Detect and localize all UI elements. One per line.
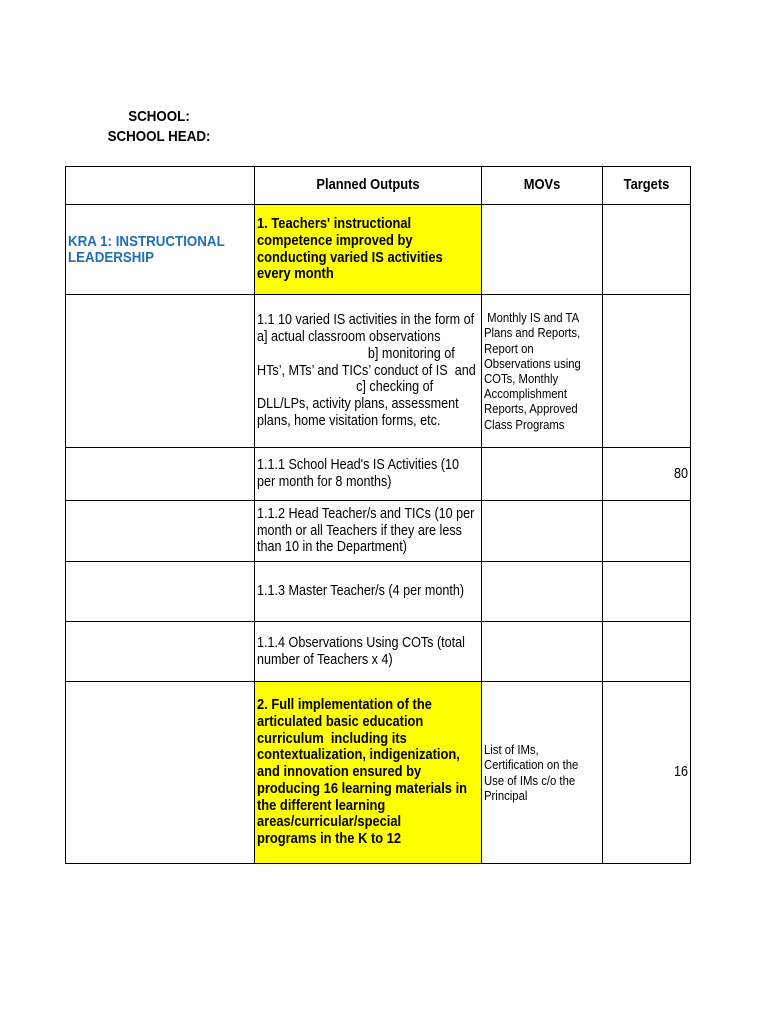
text-line: Class Programs xyxy=(484,416,565,432)
text-line: number of Teachers x 4) xyxy=(257,650,393,668)
text-line: DLL/LPs, activity plans, assessment xyxy=(257,395,459,413)
text-line: curriculum including its xyxy=(257,729,407,747)
text-line: every month xyxy=(257,265,334,283)
text-line: Plans and Reports, xyxy=(484,325,581,341)
text-line: 1.1 10 varied IS activities in the form of xyxy=(257,311,475,329)
movs-text xyxy=(484,310,585,432)
header-cell-targets xyxy=(603,167,691,205)
movs-cell xyxy=(482,448,603,501)
planned-output-cell xyxy=(255,501,482,562)
table-row xyxy=(66,448,691,501)
text-line: competence improved by xyxy=(257,231,413,249)
table-row xyxy=(66,682,691,864)
text-line: programs in the K to 12 xyxy=(257,830,402,848)
text-line: and innovation ensured by xyxy=(257,763,422,781)
movs-cell xyxy=(482,205,603,295)
text-line: b] monitoring of xyxy=(367,344,455,362)
text-line: than 10 in the Department) xyxy=(257,538,407,556)
text-line: the different learning xyxy=(257,796,386,814)
planned-output-cell xyxy=(255,562,482,622)
movs-cell xyxy=(482,562,603,622)
table-header-row xyxy=(66,167,691,205)
kra-cell xyxy=(66,295,255,448)
text-line: 1.1.4 Observations Using COTs (total xyxy=(257,633,465,651)
kra-cell xyxy=(66,448,255,501)
text-line: 1.1.1 School Head's IS Activities (10 xyxy=(257,456,460,474)
target-cell xyxy=(603,448,691,501)
text-line: a] actual classroom observations xyxy=(257,328,441,345)
kra-label xyxy=(68,234,232,266)
text-line: 1.1.2 Head Teacher/s and TICs (10 per xyxy=(257,504,475,522)
text-line: COTs, Monthly xyxy=(484,371,559,386)
table-row xyxy=(66,562,691,622)
movs-cell xyxy=(482,295,603,448)
target-cell xyxy=(603,682,691,864)
text-line: KRA 1: INSTRUCTIONAL xyxy=(68,232,225,250)
planning-table xyxy=(65,166,691,864)
planned-output-text xyxy=(257,582,465,600)
text-line: Use of IMs c/o the xyxy=(484,772,576,788)
text-line: plans, home visitation forms, etc. xyxy=(257,411,441,429)
kra-cell xyxy=(66,622,255,682)
text-line: List of IMs, xyxy=(484,742,539,758)
movs-cell xyxy=(482,682,603,864)
kra-cell xyxy=(66,205,255,295)
table-row xyxy=(66,501,691,562)
text-line: conducting varied IS activities xyxy=(257,248,443,266)
text-line: c] checking of xyxy=(356,378,434,396)
target-cell xyxy=(603,501,691,562)
planned-output-cell xyxy=(255,682,482,864)
school-head-label: SCHOOL HEAD: xyxy=(107,128,211,145)
text-line: Report on xyxy=(484,340,534,356)
text-line: HTs’, MTs’ and TICs’ conduct of IS and xyxy=(257,361,476,379)
planned-output-text xyxy=(257,456,460,491)
table-row xyxy=(66,295,691,448)
text-line: contextualization, indigenization, xyxy=(257,746,460,764)
header-cell-movs xyxy=(482,167,603,205)
column-header-movs: MOVs xyxy=(523,176,561,194)
planned-output-cell xyxy=(255,622,482,682)
movs-text xyxy=(484,742,585,803)
column-header-targets: Targets xyxy=(623,176,670,194)
text-line: producing 16 learning materials in xyxy=(257,779,468,797)
text-line: month or all Teachers if they are less xyxy=(257,521,462,539)
kra-cell xyxy=(66,682,255,864)
column-header-planned-outputs: Planned Outputs xyxy=(316,176,420,194)
text-line: 1.1.3 Master Teacher/s (4 per month) xyxy=(257,582,465,600)
movs-cell xyxy=(482,622,603,682)
kra-cell xyxy=(66,501,255,562)
planned-output-cell xyxy=(255,295,482,448)
planned-output-text xyxy=(257,311,476,430)
text-line: Monthly IS and TA xyxy=(484,310,580,326)
text-line: areas/curricular/special xyxy=(257,813,402,831)
header-cell-kra xyxy=(66,167,255,205)
table-row xyxy=(66,622,691,682)
text-line: Reports, Approved xyxy=(484,401,578,417)
table-row xyxy=(66,205,691,295)
target-cell xyxy=(603,295,691,448)
text-line: 2. Full implementation of the xyxy=(257,695,432,713)
planned-output-text xyxy=(257,633,465,669)
text-line: LEADERSHIP xyxy=(68,248,155,266)
text-line: 1. Teachers' instructional xyxy=(257,214,412,232)
target-value: 16 xyxy=(673,763,688,781)
header-labels xyxy=(59,107,259,147)
planned-output-text xyxy=(257,504,475,556)
text-line: articulated basic education xyxy=(257,712,424,730)
school-label: SCHOOL: xyxy=(128,108,190,125)
text-line: Principal xyxy=(484,787,528,803)
target-cell xyxy=(603,205,691,295)
text-line: Certification on the xyxy=(484,757,579,773)
kra-cell xyxy=(66,562,255,622)
text-line: Observations using xyxy=(484,355,581,371)
target-cell xyxy=(603,562,691,622)
target-value: 80 xyxy=(673,464,688,482)
header-cell-planned-outputs xyxy=(255,167,482,205)
planned-output-text xyxy=(257,695,468,848)
planned-output-text xyxy=(257,216,448,283)
movs-cell xyxy=(482,501,603,562)
target-cell xyxy=(603,622,691,682)
planned-output-cell xyxy=(255,205,482,295)
text-line: Accomplishment xyxy=(484,386,567,402)
planned-output-cell xyxy=(255,448,482,501)
text-line: per month for 8 months) xyxy=(257,473,392,490)
